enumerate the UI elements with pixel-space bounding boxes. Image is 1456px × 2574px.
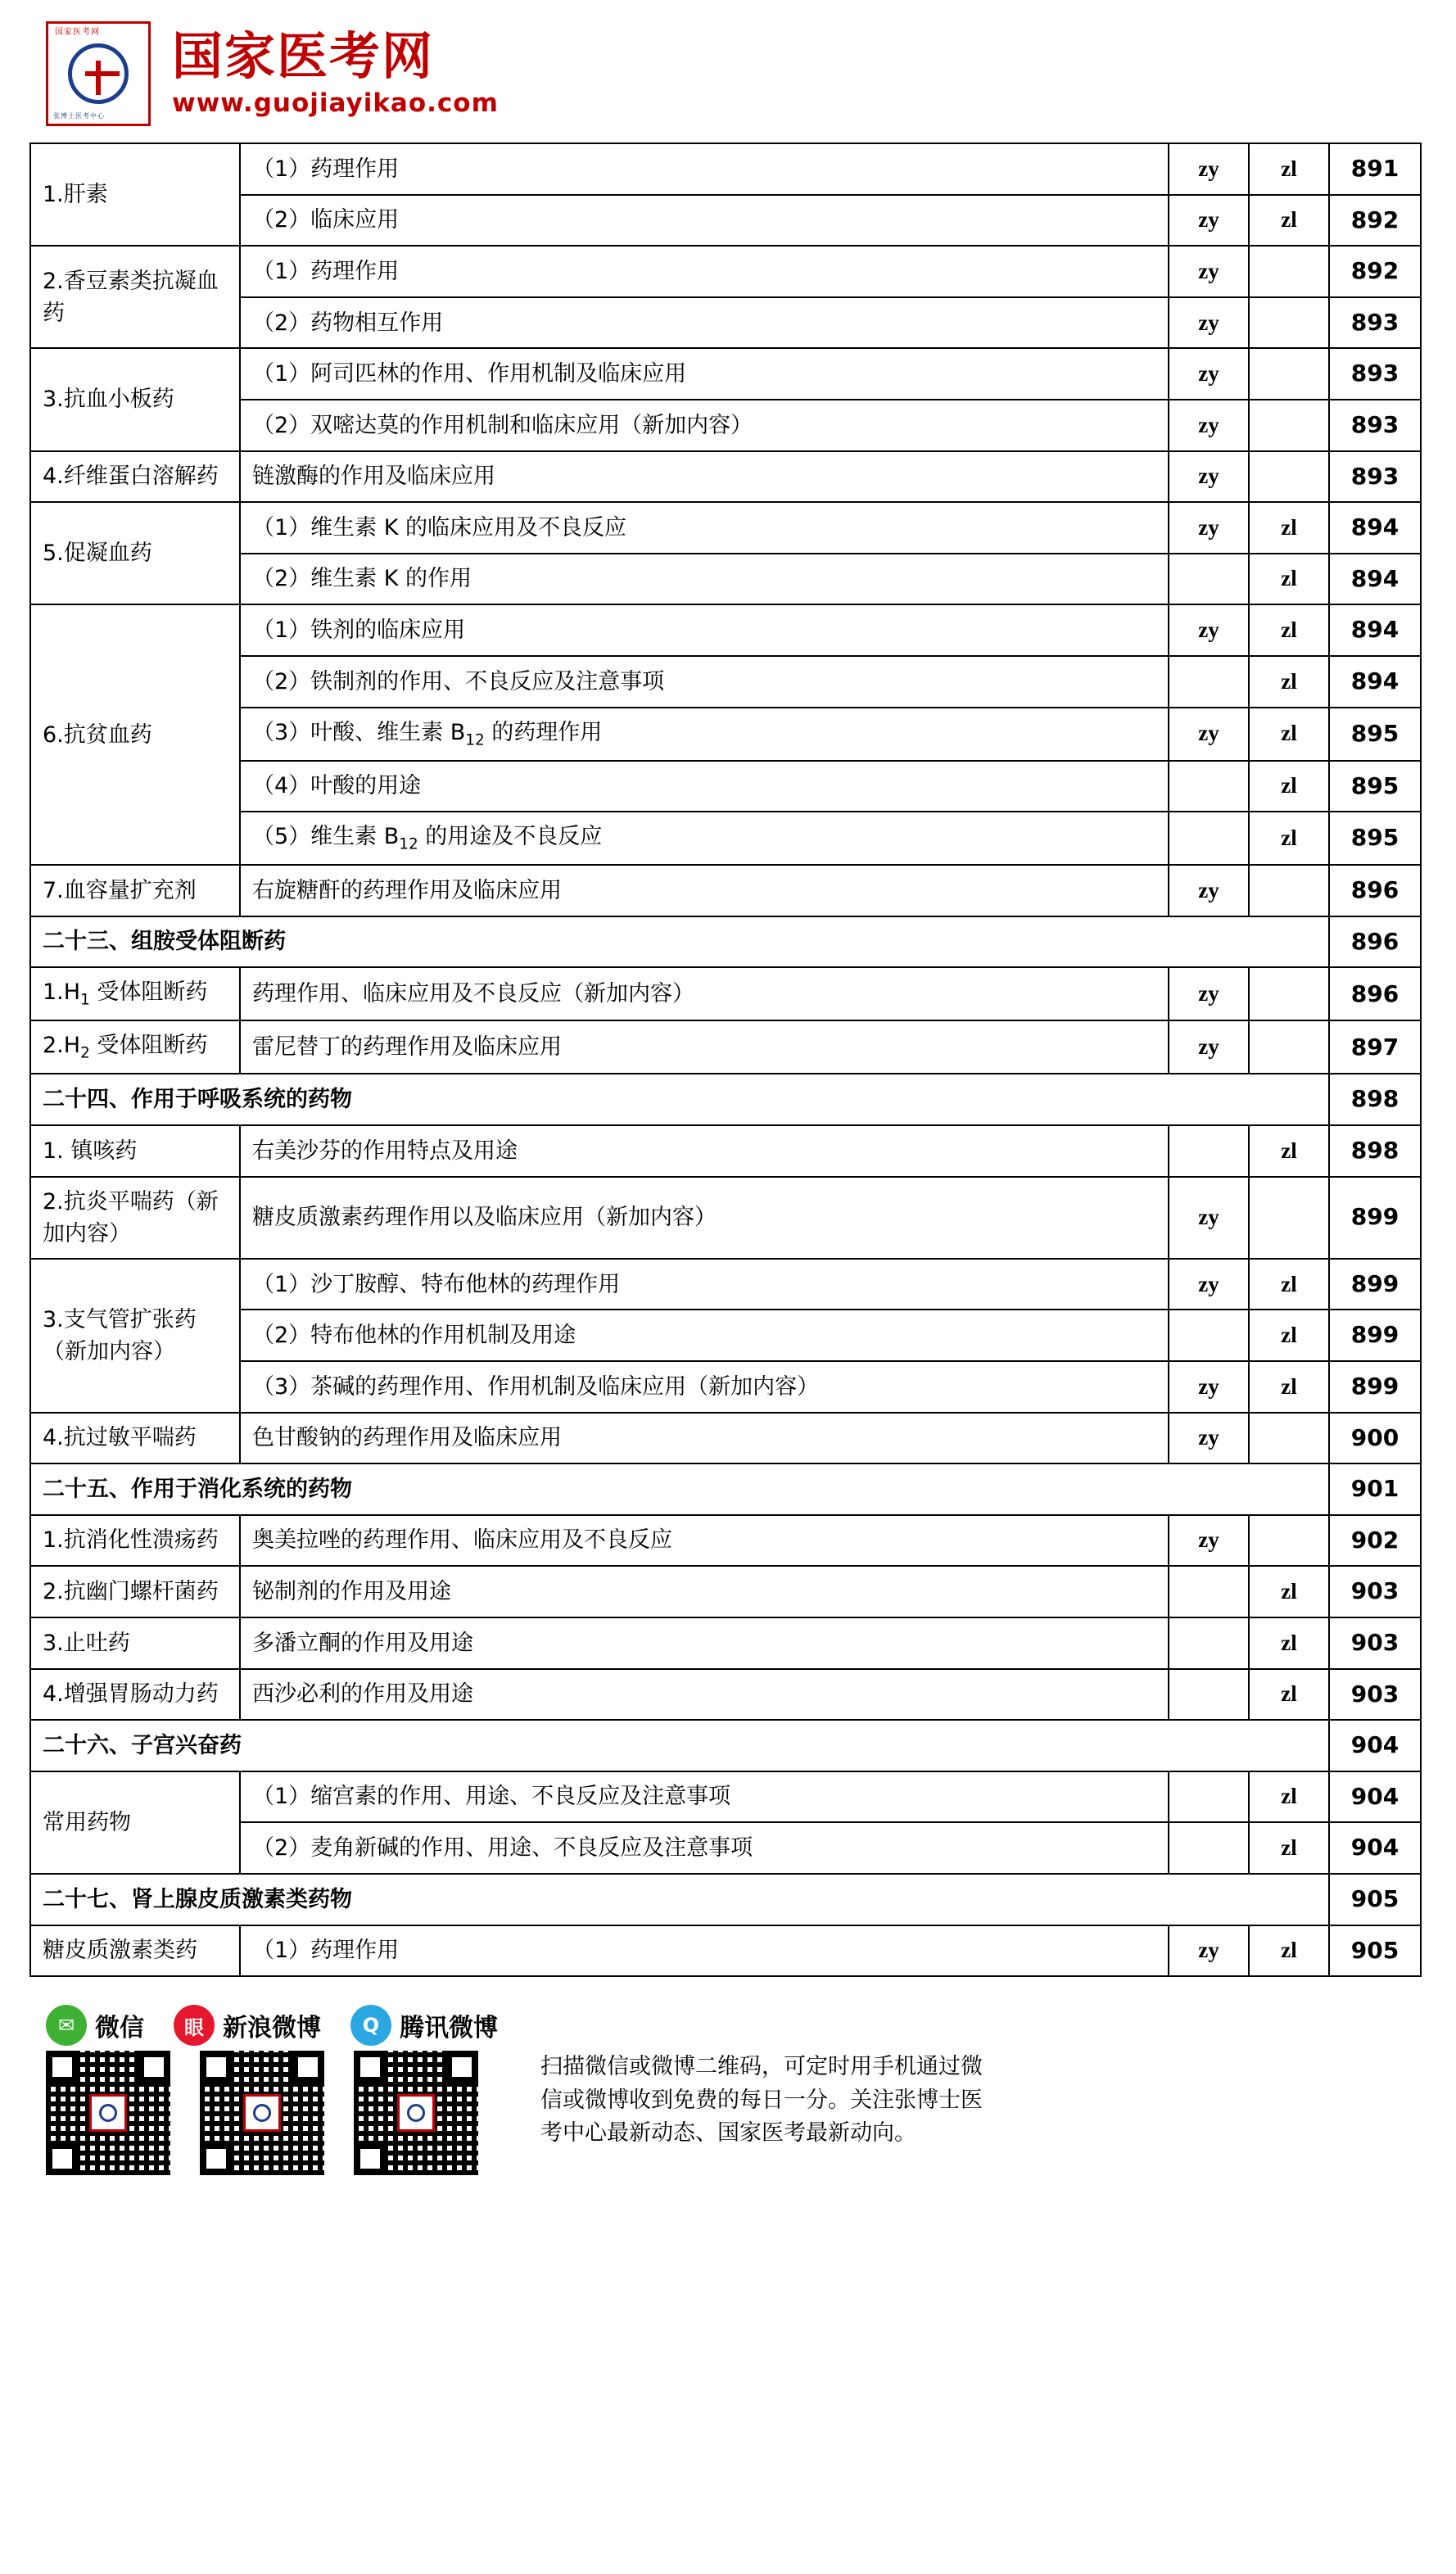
zl-mark-cell: zl	[1249, 1822, 1329, 1874]
zy-mark-cell: zy	[1169, 297, 1249, 349]
knowledge-point-cell: 右旋糖酐的药理作用及临床应用	[240, 865, 1169, 916]
topic-cell: 1.肝素	[30, 143, 240, 246]
zy-mark-cell: zy	[1169, 1177, 1249, 1259]
logo-top-text: 国家医考网	[55, 28, 100, 37]
page-number: 899	[1329, 1310, 1421, 1361]
section-title: 二十三、组胺受体阻断药	[30, 916, 1329, 968]
zl-mark-cell: zl	[1249, 708, 1329, 761]
page-number: 892	[1329, 195, 1421, 247]
logo-bottom-text: 张博士医考中心	[53, 112, 105, 120]
zl-mark-cell: zl	[1249, 502, 1329, 554]
knowledge-point-cell: 色甘酸钠的药理作用及临床应用	[240, 1413, 1169, 1464]
page-number: 893	[1329, 451, 1421, 503]
topic-cell: 常用药物	[30, 1771, 240, 1874]
page-number: 903	[1329, 1566, 1421, 1617]
section-row	[30, 1074, 1421, 1125]
page-number: 894	[1329, 604, 1421, 656]
zy-mark-cell	[1169, 812, 1249, 865]
knowledge-point-cell: （2）麦角新碱的作用、用途、不良反应及注意事项	[240, 1822, 1169, 1874]
zl-mark-cell: zl	[1249, 1361, 1329, 1413]
knowledge-point-cell: （2）特布他林的作用机制及用途	[240, 1310, 1169, 1361]
qr-center-logo-icon	[243, 2094, 281, 2132]
page-masthead	[0, 0, 1456, 134]
page-number: 905	[1329, 1925, 1421, 1977]
zl-mark-cell: zl	[1249, 1925, 1329, 1977]
page-footer	[0, 2005, 1456, 2200]
social-link-label: 微信	[95, 2014, 144, 2043]
qr-eye-icon	[354, 2142, 387, 2175]
table-row	[30, 246, 1421, 297]
knowledge-point-cell: （1）药理作用	[240, 143, 1169, 195]
section-row	[30, 1463, 1421, 1515]
zl-mark-cell: zl	[1249, 143, 1329, 195]
zy-mark-cell	[1169, 1617, 1249, 1669]
zl-mark-cell	[1249, 1177, 1329, 1259]
table-row	[30, 1125, 1421, 1177]
qr-eye-icon	[354, 2051, 387, 2083]
zy-mark-cell: zy	[1169, 502, 1249, 554]
qr-center-logo-icon	[397, 2094, 435, 2132]
zy-mark-cell: zy	[1169, 1515, 1249, 1567]
syllabus-table	[29, 142, 1422, 1977]
knowledge-point-cell: （5）维生素 $B_{12}$ 的用途及不良反应	[240, 812, 1169, 865]
knowledge-point-cell: （2）双嘧达莫的作用机制和临床应用（新加内容）	[240, 400, 1169, 451]
table-row	[30, 604, 1421, 656]
page-number: 899	[1329, 1177, 1421, 1259]
section-title: 二十六、子宫兴奋药	[30, 1720, 1329, 1771]
topic-cell: 3.止吐药	[30, 1617, 240, 1669]
zy-mark-cell: zy	[1169, 1361, 1249, 1413]
zl-mark-cell	[1249, 246, 1329, 297]
zl-mark-cell: zl	[1249, 1259, 1329, 1310]
zl-mark-cell: zl	[1249, 1125, 1329, 1177]
topic-cell: 2.抗炎平喘药（新加内容）	[30, 1177, 240, 1259]
page-number: 898	[1329, 1125, 1421, 1177]
zy-mark-cell: zy	[1169, 451, 1249, 503]
zl-mark-cell: zl	[1249, 656, 1329, 708]
qr-eye-icon	[138, 2051, 170, 2083]
knowledge-point-cell: （1）沙丁胺醇、特布他林的药理作用	[240, 1259, 1169, 1310]
social-link-tencent-weibo[interactable]	[350, 2005, 498, 2046]
page-number: 896	[1329, 916, 1421, 968]
qr-eye-icon	[46, 2051, 79, 2083]
knowledge-point-cell: （2）药物相互作用	[240, 297, 1169, 349]
zl-mark-cell: zl	[1249, 1566, 1329, 1617]
section-row	[30, 1720, 1421, 1771]
table-row	[30, 1566, 1421, 1617]
zl-mark-cell	[1249, 451, 1329, 503]
zy-mark-cell	[1169, 656, 1249, 708]
zy-mark-cell: zy	[1169, 604, 1249, 656]
table-row	[30, 1925, 1421, 1977]
zy-mark-cell: zy	[1169, 708, 1249, 761]
page-number: 897	[1329, 1020, 1421, 1074]
table-row	[30, 1259, 1421, 1310]
topic-cell: 5.促凝血药	[30, 502, 240, 604]
zl-mark-cell	[1249, 297, 1329, 349]
zl-mark-cell	[1249, 1413, 1329, 1464]
footer-note: 扫描微信或微博二维码，可定时用手机通过微信或微博收到免费的每日一分。关注张博士医考中心最新动态、国家医考最新动向。	[540, 2054, 983, 2147]
page-number: 904	[1329, 1771, 1421, 1823]
tencent-weibo-icon: Q	[350, 2005, 391, 2046]
section-title: 二十四、作用于呼吸系统的药物	[30, 1074, 1329, 1125]
weibo-icon: 眼	[174, 2005, 215, 2046]
qr-eye-icon	[200, 2051, 233, 2083]
knowledge-point-cell: 铋制剂的作用及用途	[240, 1566, 1169, 1617]
table-row	[30, 1617, 1421, 1669]
table-row	[30, 865, 1421, 916]
qr-center-logo-icon	[89, 2094, 127, 2132]
knowledge-point-cell: （1）维生素 K 的临床应用及不良反应	[240, 502, 1169, 554]
zy-mark-cell: zy	[1169, 1259, 1249, 1310]
section-row	[30, 916, 1421, 968]
zl-mark-cell: zl	[1249, 1771, 1329, 1823]
page-number: 899	[1329, 1361, 1421, 1413]
zy-mark-cell: zy	[1169, 1413, 1249, 1464]
zl-mark-cell: zl	[1249, 554, 1329, 605]
table-row	[30, 1177, 1421, 1259]
topic-cell: 糖皮质激素类药	[30, 1925, 240, 1977]
social-link-label: 新浪微博	[223, 2014, 321, 2043]
qr-eye-icon	[292, 2051, 324, 2083]
zy-mark-cell: zy	[1169, 400, 1249, 451]
table-row	[30, 1020, 1421, 1074]
topic-cell: 2.香豆素类抗凝血药	[30, 246, 240, 348]
table-row	[30, 967, 1421, 1020]
zl-mark-cell: zl	[1249, 1669, 1329, 1721]
zl-mark-cell	[1249, 967, 1329, 1020]
brand-name: 国家医考网	[172, 26, 435, 87]
wechat-icon: ✉	[46, 2005, 87, 2046]
knowledge-point-cell: （1）铁剂的临床应用	[240, 604, 1169, 656]
topic-cell: 1.抗消化性溃疡药	[30, 1515, 240, 1567]
qr-eye-icon	[445, 2051, 478, 2083]
topic-cell: 1. 镇咳药	[30, 1125, 240, 1177]
section-row	[30, 1874, 1421, 1925]
page-number: 894	[1329, 502, 1421, 554]
zy-mark-cell: zy	[1169, 865, 1249, 916]
qr-codes-row	[46, 2051, 1423, 2175]
zl-mark-cell: zl	[1249, 604, 1329, 656]
table-row	[30, 1669, 1421, 1721]
topic-cell: 4.增强胃肠动力药	[30, 1669, 240, 1721]
page-number: 898	[1329, 1074, 1421, 1125]
page-number: 893	[1329, 400, 1421, 451]
page-number: 895	[1329, 761, 1421, 812]
knowledge-point-cell: （1）药理作用	[240, 246, 1169, 297]
zl-mark-cell: zl	[1249, 195, 1329, 247]
table-row	[30, 502, 1421, 554]
zy-mark-cell: zy	[1169, 348, 1249, 400]
page-number: 896	[1329, 865, 1421, 916]
knowledge-point-cell: （2）铁制剂的作用、不良反应及注意事项	[240, 656, 1169, 708]
knowledge-point-cell: 西沙必利的作用及用途	[240, 1669, 1169, 1721]
zy-mark-cell: zy	[1169, 967, 1249, 1020]
zl-mark-cell: zl	[1249, 761, 1329, 812]
brand-url: www.guojiayikao.com	[172, 88, 499, 118]
knowledge-point-cell: （4）叶酸的用途	[240, 761, 1169, 812]
zy-mark-cell: zy	[1169, 195, 1249, 247]
topic-cell: 2.抗幽门螺杆菌药	[30, 1566, 240, 1617]
page-number: 893	[1329, 348, 1421, 400]
knowledge-point-cell: 雷尼替丁的药理作用及临床应用	[240, 1020, 1169, 1074]
knowledge-point-cell: 右美沙芬的作用特点及用途	[240, 1125, 1169, 1177]
brand-logo-icon	[46, 21, 151, 126]
knowledge-point-cell: （2）维生素 K 的作用	[240, 554, 1169, 605]
section-title: 二十五、作用于消化系统的药物	[30, 1463, 1329, 1515]
page-number: 896	[1329, 967, 1421, 1020]
social-link-label: 腾讯微博	[400, 2014, 498, 2043]
zy-mark-cell	[1169, 1310, 1249, 1361]
knowledge-point-cell: （1）药理作用	[240, 1925, 1169, 1977]
page-number: 891	[1329, 143, 1421, 195]
page-number: 899	[1329, 1259, 1421, 1310]
knowledge-point-cell: （1）阿司匹林的作用、作用机制及临床应用	[240, 348, 1169, 400]
social-links-row	[46, 2005, 1423, 2046]
zl-mark-cell	[1249, 348, 1329, 400]
brand-block	[172, 26, 499, 118]
knowledge-point-cell: 链激酶的作用及临床应用	[240, 451, 1169, 503]
zy-mark-cell: zy	[1169, 143, 1249, 195]
knowledge-point-cell: （3）叶酸、维生素 $B_{12}$ 的药理作用	[240, 708, 1169, 761]
table-row	[30, 348, 1421, 400]
knowledge-point-cell: 糖皮质激素药理作用以及临床应用（新加内容）	[240, 1177, 1169, 1259]
topic-cell: $2.H_2$ 受体阻断药	[30, 1020, 240, 1074]
logo-cross-ring-icon	[68, 43, 129, 104]
zy-mark-cell	[1169, 554, 1249, 605]
zy-mark-cell: zy	[1169, 1925, 1249, 1977]
page-number: 892	[1329, 246, 1421, 297]
zy-mark-cell: zy	[1169, 246, 1249, 297]
topic-cell: 4.纤维蛋白溶解药	[30, 451, 240, 503]
zy-mark-cell	[1169, 1669, 1249, 1721]
qr-code-tencent-weibo	[354, 2051, 478, 2175]
page-number: 903	[1329, 1617, 1421, 1669]
social-link-weibo[interactable]	[174, 2005, 321, 2046]
zl-mark-cell	[1249, 865, 1329, 916]
qr-code-wechat	[46, 2051, 170, 2175]
topic-cell: 3.支气管扩张药（新加内容）	[30, 1259, 240, 1413]
knowledge-point-cell: （2）临床应用	[240, 195, 1169, 247]
page-number: 904	[1329, 1822, 1421, 1874]
page-number: 895	[1329, 812, 1421, 865]
zl-mark-cell	[1249, 1020, 1329, 1074]
topic-cell: 7.血容量扩充剂	[30, 865, 240, 916]
page-number: 895	[1329, 708, 1421, 761]
syllabus-table-wrap	[0, 134, 1456, 1977]
qr-code-weibo	[200, 2051, 324, 2175]
knowledge-point-cell: 奥美拉唑的药理作用、临床应用及不良反应	[240, 1515, 1169, 1567]
qr-eye-icon	[46, 2142, 79, 2175]
knowledge-point-cell: （3）茶碱的药理作用、作用机制及临床应用（新加内容）	[240, 1361, 1169, 1413]
topic-cell: $1.H_1$ 受体阻断药	[30, 967, 240, 1020]
knowledge-point-cell: （1）缩宫素的作用、用途、不良反应及注意事项	[240, 1771, 1169, 1823]
topic-cell: 4.抗过敏平喘药	[30, 1413, 240, 1464]
qr-eye-icon	[200, 2142, 233, 2175]
knowledge-point-cell: 多潘立酮的作用及用途	[240, 1617, 1169, 1669]
page-number: 905	[1329, 1874, 1421, 1925]
social-link-wechat[interactable]	[46, 2005, 144, 2046]
table-row	[30, 1771, 1421, 1823]
section-title: 二十七、肾上腺皮质激素类药物	[30, 1874, 1329, 1925]
page-number: 903	[1329, 1669, 1421, 1721]
page-number: 904	[1329, 1720, 1421, 1771]
zl-mark-cell: zl	[1249, 1310, 1329, 1361]
table-row	[30, 143, 1421, 195]
page-number: 902	[1329, 1515, 1421, 1567]
zy-mark-cell	[1169, 1125, 1249, 1177]
zy-mark-cell: zy	[1169, 1020, 1249, 1074]
zl-mark-cell	[1249, 1515, 1329, 1567]
table-row	[30, 1413, 1421, 1464]
table-row	[30, 1515, 1421, 1567]
page-number: 894	[1329, 554, 1421, 605]
page-number: 893	[1329, 297, 1421, 349]
topic-cell: 6.抗贫血药	[30, 604, 240, 865]
zy-mark-cell	[1169, 1566, 1249, 1617]
zy-mark-cell	[1169, 1822, 1249, 1874]
zy-mark-cell	[1169, 1771, 1249, 1823]
table-row	[30, 451, 1421, 503]
page-number: 894	[1329, 656, 1421, 708]
knowledge-point-cell: 药理作用、临床应用及不良反应（新加内容）	[240, 967, 1169, 1020]
page-number: 900	[1329, 1413, 1421, 1464]
page-number: 901	[1329, 1463, 1421, 1515]
zl-mark-cell	[1249, 400, 1329, 451]
topic-cell: 3.抗血小板药	[30, 348, 240, 450]
zl-mark-cell: zl	[1249, 1617, 1329, 1669]
zy-mark-cell	[1169, 761, 1249, 812]
zl-mark-cell: zl	[1249, 812, 1329, 865]
